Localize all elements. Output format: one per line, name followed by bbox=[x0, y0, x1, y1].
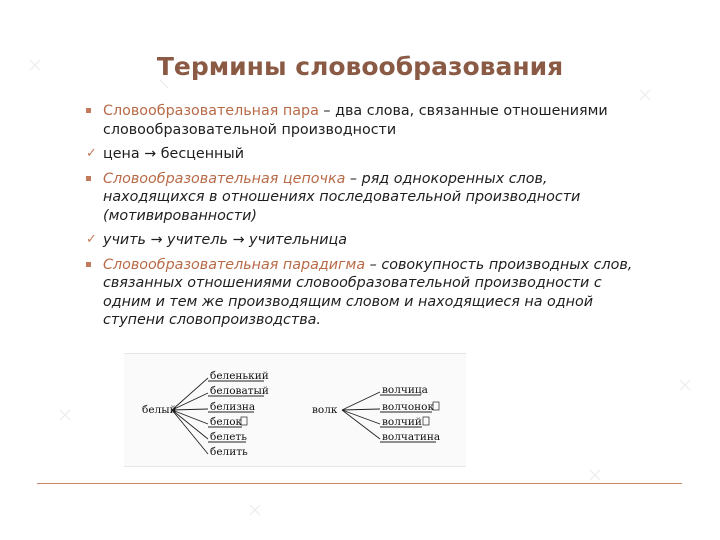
example-text: цена → бесценный bbox=[103, 146, 244, 162]
term-name: Словообразовательная пара bbox=[103, 103, 319, 119]
square-bullet-icon bbox=[86, 108, 91, 113]
diagram-derivative: беленький bbox=[210, 370, 269, 382]
square-bullet-icon bbox=[86, 262, 91, 267]
term-definition: – совокупность производных слов, связанных отношениями словообразовательной производности с одним и тем же производящим словом и находящиеся на одной ступени словопроизводства. bbox=[103, 256, 633, 328]
term-name: Словообразовательная цепочка bbox=[103, 170, 346, 187]
checkmark-icon: ✓ bbox=[86, 232, 97, 247]
checkmark-icon: ✓ bbox=[86, 146, 97, 161]
example-text: учить → учитель → учительница bbox=[103, 232, 347, 248]
list-item bbox=[86, 102, 646, 139]
diagram-derivative: волчатина bbox=[382, 431, 441, 443]
list-item bbox=[86, 145, 646, 164]
diagram-derivative: белить bbox=[210, 446, 248, 458]
derivation-diagram bbox=[124, 353, 466, 467]
diagram-derivative: белеть bbox=[210, 431, 247, 443]
term-list bbox=[86, 102, 646, 330]
list-item bbox=[86, 170, 646, 226]
diagram-derivative: волчица bbox=[382, 384, 428, 396]
list-item bbox=[86, 256, 646, 330]
slide-title: Термины словообразования bbox=[156, 52, 564, 81]
square-bullet-icon bbox=[86, 176, 91, 181]
bottom-divider bbox=[37, 483, 682, 484]
term-definition: – два слова, связанные отношениями словообразовательной производности bbox=[103, 103, 608, 138]
diagram-root-word: белый bbox=[142, 404, 177, 416]
diagram-derivative: волчий bbox=[382, 416, 422, 428]
diagram-derivative: беловатый bbox=[210, 385, 269, 397]
term-name: Словообразовательная парадигма bbox=[103, 256, 366, 273]
diagram-derivative: белок bbox=[210, 416, 243, 428]
diagram-derivative: белизна bbox=[210, 401, 256, 413]
diagram-root-word: волк bbox=[312, 404, 338, 416]
list-item bbox=[86, 231, 646, 250]
missing-glyph-box-icon bbox=[423, 417, 429, 425]
term-definition: – ряд однокоренных слов, находящихся в отношениях последовательной производности (мотивированности) bbox=[103, 170, 581, 224]
diagram-derivative: волчонок bbox=[382, 401, 435, 413]
